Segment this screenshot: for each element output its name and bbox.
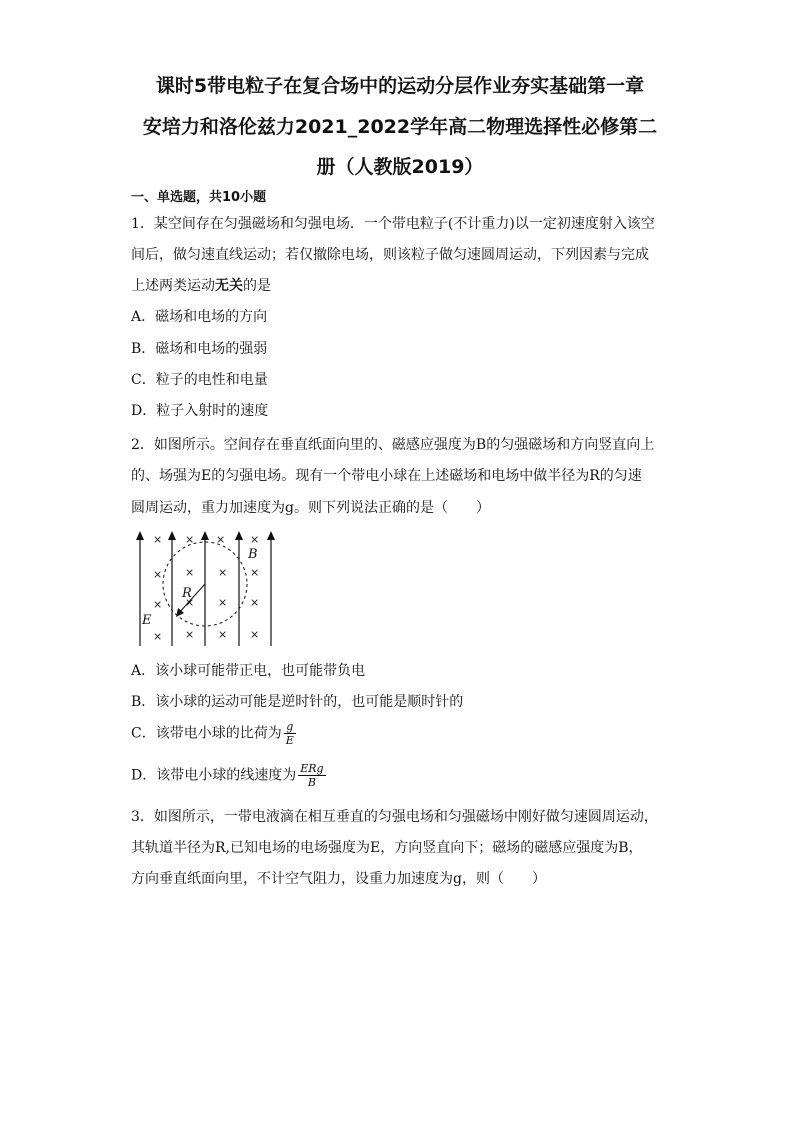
q2-option-c	[131, 720, 296, 747]
field-arrow-5	[267, 531, 275, 540]
field-arrow-4	[235, 531, 243, 540]
q2-option-a: A．该小球可能带正电，也可能带负电	[131, 663, 366, 679]
q1-line-3-pre: 上述两类运动	[131, 278, 215, 294]
q2-option-b: B．该小球的运动可能是逆时针的，也可能是顺时针的	[131, 694, 464, 710]
label-R: R	[182, 586, 192, 601]
cross-mark: ×	[218, 628, 228, 641]
cross-mark: ×	[250, 533, 260, 546]
fraction-numerator: g	[284, 720, 296, 734]
cross-mark: ×	[153, 533, 163, 546]
q1-option-d: D．粒子入射时的速度	[131, 403, 269, 419]
q2-line-1: 2．如图所示。空间存在垂直纸面向里的、磁感应强度为B的匀强磁场和方向竖直向上	[131, 437, 655, 453]
q1-option-c: C．粒子的电性和电量	[131, 372, 268, 388]
cross-mark: ×	[153, 598, 163, 611]
q3-line-1: 3．如图所示，一带电液滴在相互垂直的匀强电场和匀强磁场中刚好做匀速圆周运动，	[131, 809, 658, 825]
cross-mark: ×	[216, 533, 226, 546]
q2-field-figure	[128, 528, 288, 653]
field-arrow-3	[201, 531, 209, 540]
fraction-denominator: E	[285, 734, 294, 747]
cross-mark: ×	[250, 596, 260, 609]
fraction-numerator: ERg	[300, 762, 324, 775]
document-title-line-2: 安培力和洛伦兹力2021_2022学年高二物理选择性必修第二	[142, 116, 658, 138]
fraction-denominator: B	[307, 776, 316, 789]
cross-mark: ×	[250, 628, 260, 641]
q1-line-1: 1．某空间存在匀强磁场和匀强电场．一个带电粒子(不计重力)以一定初速度射入该空	[131, 216, 655, 232]
label-E: E	[142, 613, 152, 628]
field-arrow-2	[168, 531, 176, 540]
cross-mark: ×	[218, 596, 228, 609]
cross-mark: ×	[185, 596, 195, 609]
cross-mark: ×	[250, 566, 260, 579]
document-title-line-3: 册（人教版2019）	[316, 156, 484, 178]
q3-line-3: 方向垂直纸面向里，不计空气阻力，设重力加速度为g，则（ ）	[131, 871, 546, 887]
section-heading: 一、单选题，共10小题	[131, 190, 267, 205]
cross-mark: ×	[185, 628, 195, 641]
q1-option-b: B．磁场和电场的强弱	[131, 341, 268, 357]
q1-line-3	[131, 275, 271, 295]
cross-marks	[153, 533, 259, 643]
cross-mark: ×	[185, 566, 195, 579]
cross-mark: ×	[218, 566, 228, 579]
q1-line-3-post: 的是	[243, 278, 271, 294]
q2-option-d-fraction	[298, 762, 325, 789]
q1-keyword-unrelated: 无关	[215, 278, 243, 294]
q2-option-d	[131, 762, 326, 789]
q2-line-2: 的、场强为E的匀强电场。现有一个带电小球在上述磁场和电场中做半径为R的匀速	[131, 468, 642, 484]
q2-option-c-text: C．该带电小球的比荷为	[131, 725, 282, 742]
q1-line-2: 间后，做匀速直线运动；若仅撤除电场，则该粒子做匀速圆周运动，下列因素与完成	[131, 247, 649, 263]
q2-option-c-fraction	[284, 720, 296, 747]
q1-option-a: A．磁场和电场的方向	[131, 309, 268, 325]
label-B: B	[248, 547, 258, 562]
field-arrow-1	[136, 531, 144, 540]
cross-mark: ×	[153, 630, 163, 643]
q2-option-d-text: D．该带电小球的线速度为	[131, 767, 297, 784]
q3-line-2: 其轨道半径为R,已知电场的电场强度为E，方向竖直向下；磁场的磁感应强度为B，	[131, 840, 643, 856]
cross-mark: ×	[153, 568, 163, 581]
cross-mark: ×	[185, 533, 195, 546]
q2-line-3: 圆周运动，重力加速度为g。则下列说法正确的是（ ）	[131, 500, 490, 516]
document-title-line-1: 课时5带电粒子在复合场中的运动分层作业夯实基础第一章	[155, 75, 645, 97]
